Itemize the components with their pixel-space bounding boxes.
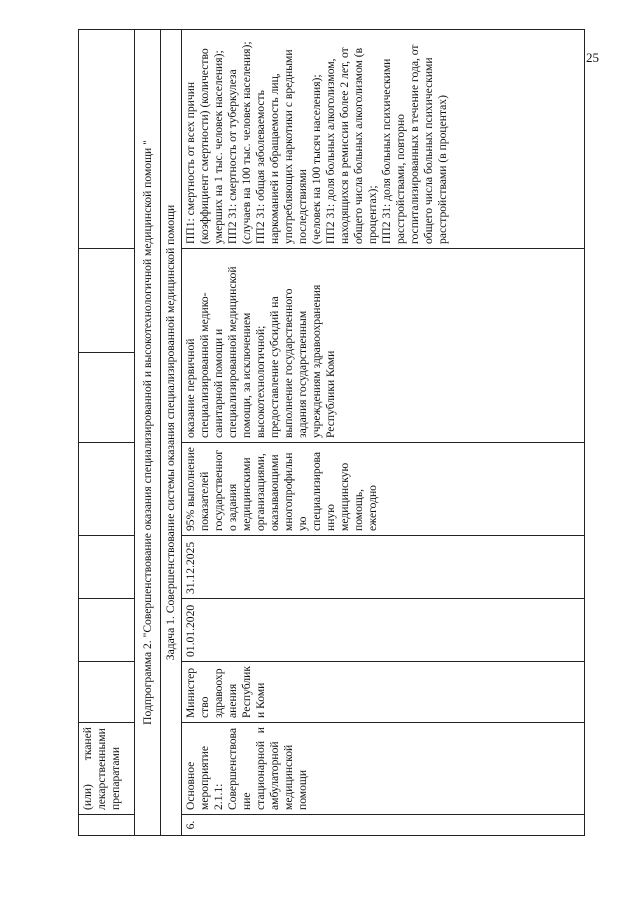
rotated-table-page bbox=[78, 30, 585, 836]
cell-top-result bbox=[79, 443, 135, 536]
program-table bbox=[78, 29, 585, 836]
cell-top-executor bbox=[79, 662, 135, 723]
result-cell: 95% выполнение показателей государственного задания медицинскими организациями, оказывающими многопрофильную специализированную медицинскую помощь, ежегодно bbox=[182, 443, 585, 536]
indicator-item-2: ПП2 31: смертность от туберкулеза (случаев на 100 тыс. человек населения); bbox=[226, 41, 253, 244]
cell-top-num bbox=[79, 815, 135, 836]
cell-top-indicators bbox=[79, 30, 135, 249]
executor-cell: Министерство здравоохранения Республики Коми bbox=[182, 662, 585, 723]
cell-top-end bbox=[79, 536, 135, 599]
measure-item-2: предоставление субсидий на выполнение государственного задания государственным учреждениям здравоохранения Республики Коми bbox=[268, 284, 337, 438]
indicator-item-6: ПП2 31: доля больных психическими расстройствами, повторно госпитализированных в течение года, от общего числа больных психическими расстройствами (в процентах) bbox=[380, 44, 449, 244]
indicator-item-3: ПП2 31: общая заболеваемость наркоманией и обращаемость лиц, употребляющих наркотики с вредными последствиями bbox=[254, 49, 309, 244]
cell-top-start bbox=[79, 599, 135, 662]
table-row-top bbox=[79, 30, 135, 836]
measure-item-1: оказание первичной специализированной медико-санитарной помощи и специализированной медицинской помощи, за исключением высокотехнологичной; bbox=[184, 266, 267, 438]
indicators-cell bbox=[182, 30, 585, 249]
subprogram-row bbox=[135, 30, 161, 836]
task-title: Задача 1. Совершенствование системы оказания специализированной медицинской помощи bbox=[161, 30, 182, 836]
task-row bbox=[161, 30, 182, 836]
event-cell: Основное мероприятие 2.1.1: Совершенствование стационарной и амбулаторной медицинской помощи bbox=[182, 723, 585, 815]
indicator-item-4: (человек на 100 тысяч населения); bbox=[310, 74, 323, 244]
table-row-6 bbox=[182, 30, 585, 836]
start-date-cell: 01.01.2020 bbox=[182, 599, 585, 662]
subprogram-title: Подпрограмма 2. "Совершенствование оказания специализированной и высокотехнологичной медицинской помощи " bbox=[135, 30, 161, 836]
end-date-cell: 31.12.2025 bbox=[182, 536, 585, 599]
page-number: 25 bbox=[586, 50, 599, 65]
indicator-item-1: ПП1: смертность от всех причин (коэффициент смертности) (количество умерших на 1 тыс. человек населения); bbox=[184, 48, 225, 244]
indicator-item-5: ПП2 31: доля больных алкоголизмом, находящихся в ремиссии более 2 лет, от общего числа больных алкоголизмом (в процентах); bbox=[324, 47, 379, 244]
cell-top-event: (или) тканей лекарственными препаратами bbox=[79, 723, 135, 815]
cell-top-extra bbox=[79, 249, 135, 353]
row-number: 6. bbox=[182, 815, 585, 836]
measures-cell bbox=[182, 249, 585, 443]
cell-top-measures bbox=[79, 353, 135, 443]
